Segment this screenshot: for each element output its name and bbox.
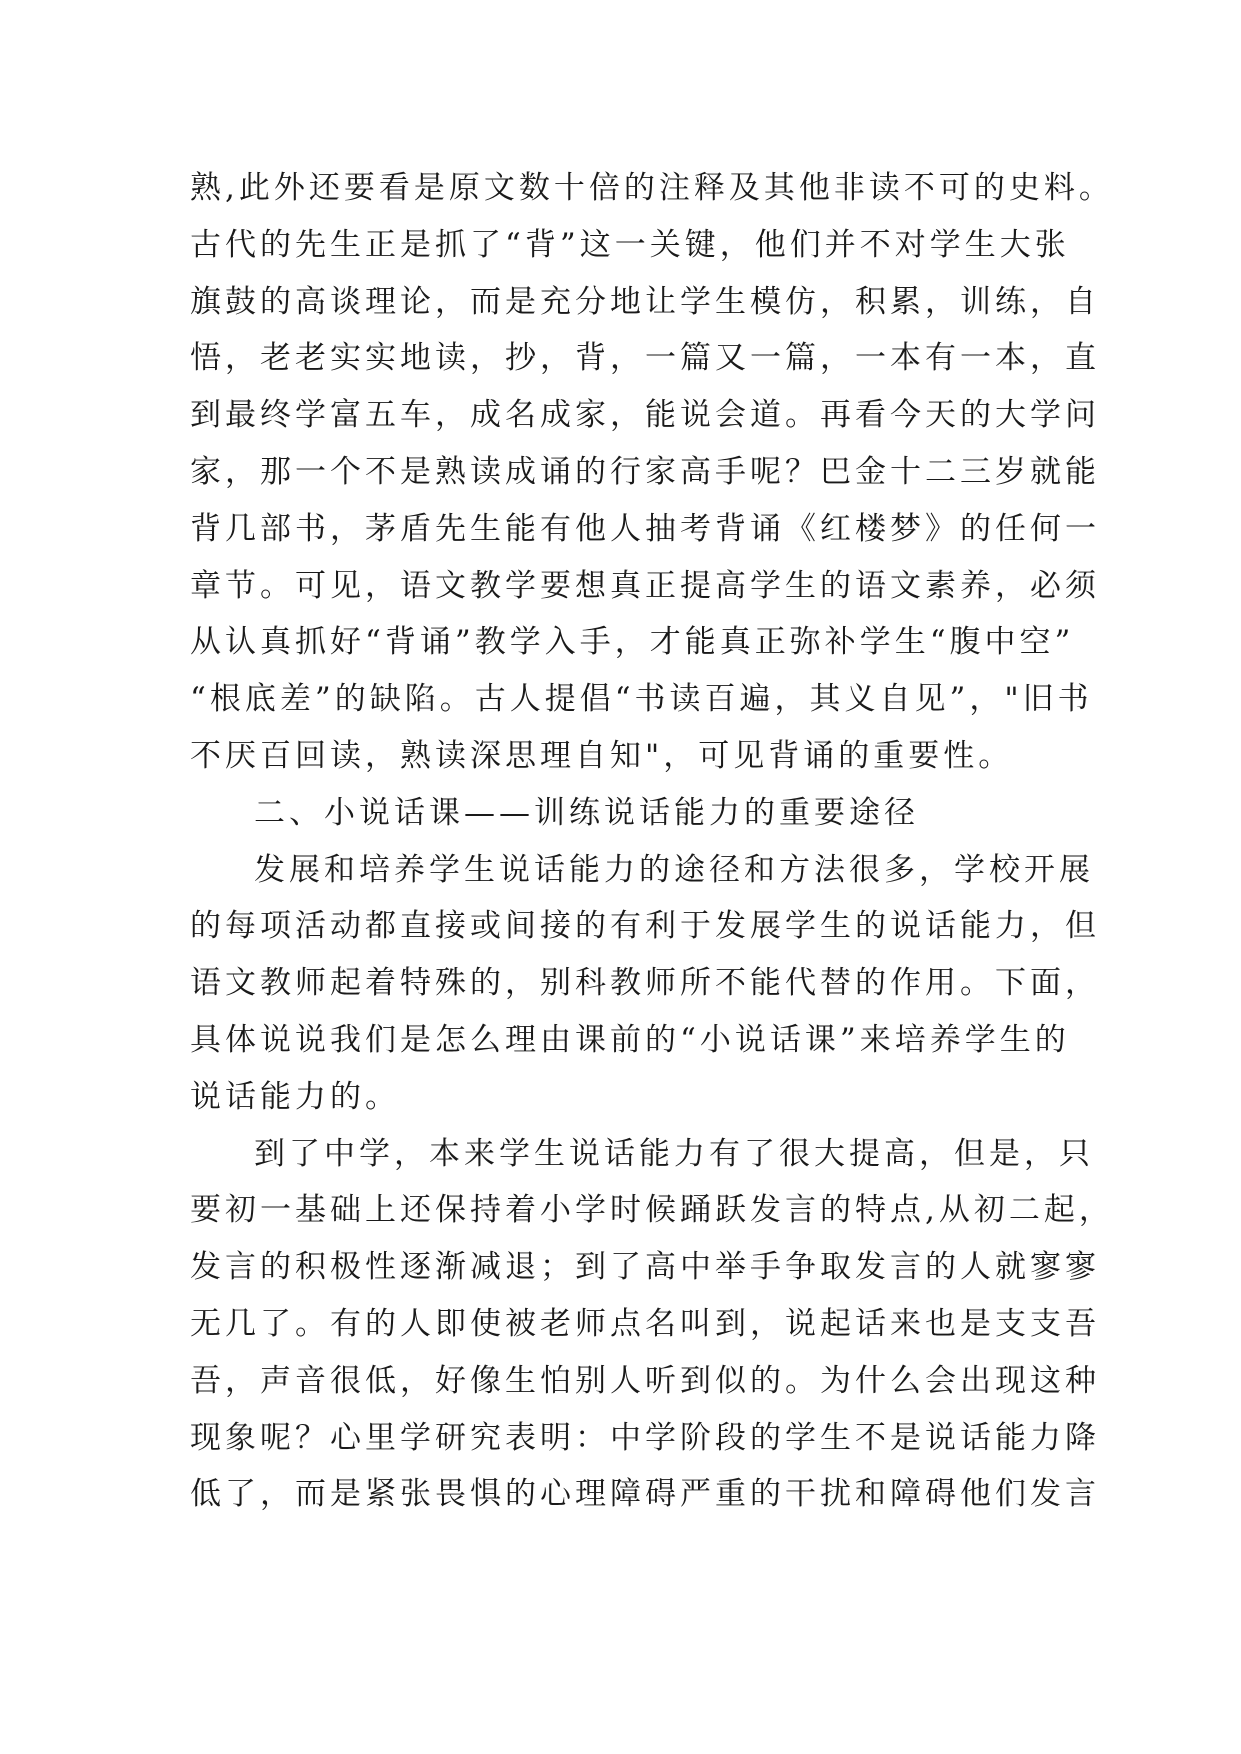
paragraph-start-line: 到了中学，本来学生说话能力有了很大提高，但是，只: [254, 1135, 1094, 1172]
text-line: 旗鼓的高谈理论，而是充分地让学生模仿，积累，训练，自: [190, 283, 1100, 320]
text-line: “根底差”的缺陷。古人提倡“书读百遍，其义自见”，"旧书: [190, 681, 1093, 718]
text-line: 的每项活动都直接或间接的有利于发展学生的说话能力，但: [190, 908, 1100, 945]
text-line: 不厌百回读，熟读深思理自知"，可见背诵的重要性。: [190, 737, 1014, 774]
text-line: 无几了。有的人即使被老师点名叫到，说起话来也是支支吾: [190, 1305, 1100, 1342]
text-line: 吾，声音很低，好像生怕别人听到似的。为什么会出现这种: [190, 1362, 1100, 1399]
text-line: 家，那一个不是熟读成诵的行家高手呢？巴金十二三岁就能: [190, 453, 1100, 490]
paragraph-start-line: 发展和培养学生说话能力的途径和方法很多，学校开展: [254, 851, 1094, 888]
text-line: 背几部书，茅盾先生能有他人抽考背诵《红楼梦》的任何一: [190, 510, 1100, 547]
text-line: 说话能力的。: [190, 1078, 400, 1115]
text-line: 章节。可见，语文教学要想真正提高学生的语文素养，必须: [190, 567, 1100, 604]
text-line: 现象呢？心里学研究表明：中学阶段的学生不是说话能力降: [190, 1419, 1100, 1456]
text-line: 熟,此外还要看是原文数十倍的注释及其他非读不可的史料。: [190, 170, 1114, 206]
text-line: 从认真抓好“背诵”教学入手，才能真正弥补学生“腹中空”: [190, 624, 1075, 661]
text-line: 要初一基础上还保持着小学时候踊跃发言的特点,从初二起，: [190, 1192, 1114, 1229]
text-line: 具体说说我们是怎么理由课前的“小说话课”来培养学生的: [190, 1021, 1070, 1058]
section-heading: 二、小说话课——训练说话能力的重要途径: [254, 794, 919, 831]
text-line: 古代的先生正是抓了“背”这一关键，他们并不对学生大张: [190, 226, 1070, 263]
text-line: 低了，而是紧张畏惧的心理障碍严重的干扰和障碍他们发言: [190, 1476, 1100, 1513]
text-line: 发言的积极性逐渐减退；到了高中举手争取发言的人就寥寥: [190, 1249, 1100, 1286]
text-line: 悟，老老实实地读，抄，背，一篇又一篇，一本有一本，直: [190, 340, 1100, 377]
text-line: 语文教师起着特殊的，别科教师所不能代替的作用。下面，: [190, 965, 1100, 1002]
text-line: 到最终学富五车，成名成家，能说会道。再看今天的大学问: [190, 397, 1100, 434]
body-text: [190, 160, 1114, 1523]
